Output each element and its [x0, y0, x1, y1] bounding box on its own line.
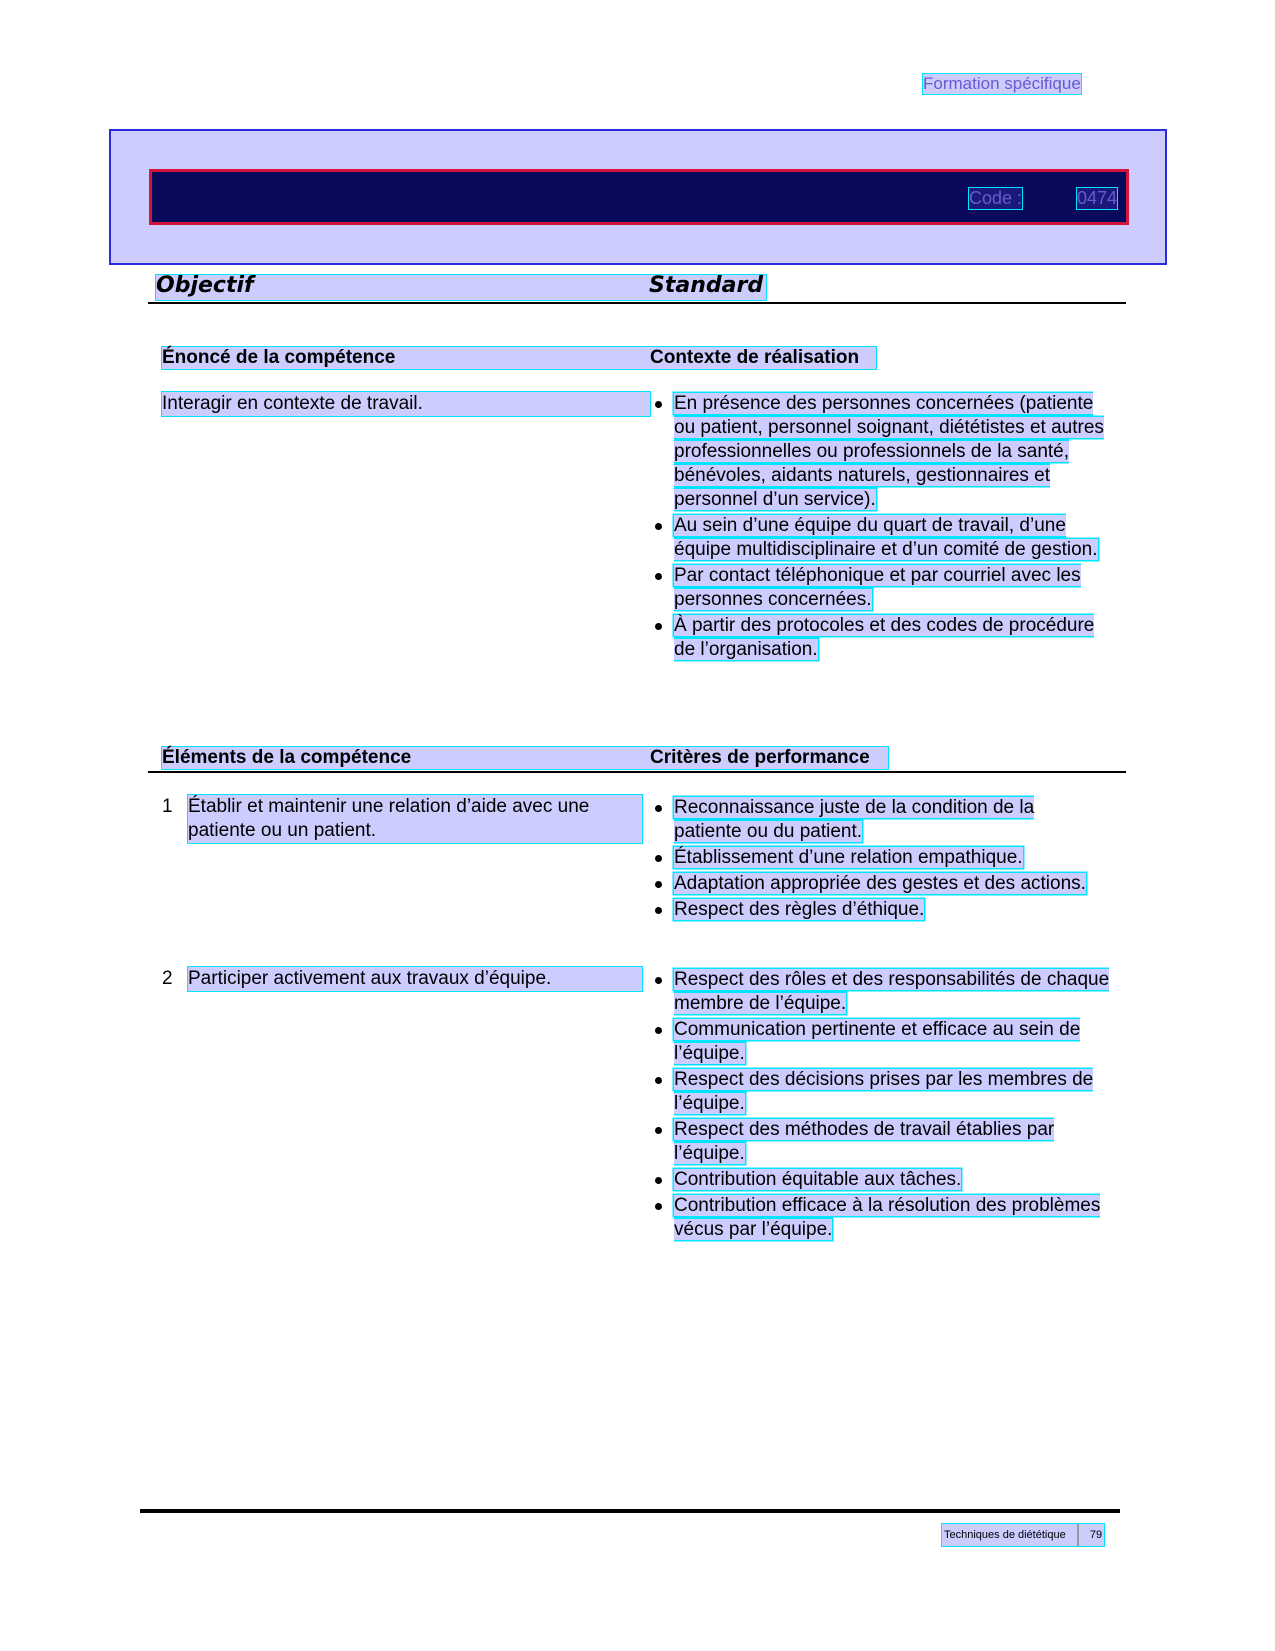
element-number: 1 — [162, 796, 173, 817]
footer-rule — [140, 1509, 1120, 1513]
contexte-item: À partir des protocoles et des codes de procédure de l’organisation. — [652, 614, 1112, 662]
contexte-item: Par contact téléphonique et par courriel avec les personnes concernées. — [652, 564, 1112, 612]
criteres-heading: Critères de performance — [650, 747, 870, 768]
criteria-list — [652, 796, 1092, 924]
criteria-item: Respect des règles d’éthique. — [652, 898, 1092, 922]
bullet-icon — [655, 1127, 662, 1134]
bullet-icon — [655, 881, 662, 888]
bullet-icon — [655, 907, 662, 914]
bullet-icon — [655, 1077, 662, 1084]
contexte-heading: Contexte de réalisation — [650, 347, 860, 368]
criteria-item: Respect des décisions prises par les membres de l’équipe. — [652, 1068, 1112, 1116]
bullet-icon — [655, 855, 662, 862]
contexte-item: Au sein d’une équipe du quart de travail, d’une équipe multidisciplinaire et d’un comité de gestion. — [652, 514, 1112, 562]
criteria-item: Reconnaissance juste de la condition de la patiente ou du patient. — [652, 796, 1092, 844]
criteria-item: Contribution efficace à la résolution des problèmes vécus par l’équipe. — [652, 1194, 1112, 1242]
element-number: 2 — [162, 968, 173, 989]
contexte-list — [652, 392, 1112, 664]
code-label: Code : — [969, 188, 1023, 208]
bullet-icon — [655, 623, 662, 630]
bullet-icon — [655, 1203, 662, 1210]
subheading-band-2 — [162, 747, 888, 769]
element-row — [162, 795, 642, 843]
elements-heading: Éléments de la compétence — [162, 747, 412, 768]
criteria-item: Communication pertinente et efficace au sein de l’équipe. — [652, 1018, 1112, 1066]
criteria-list — [652, 968, 1112, 1244]
bullet-icon — [655, 1177, 662, 1184]
enonce-heading: Énoncé de la compétence — [162, 347, 396, 368]
bullet-icon — [655, 573, 662, 580]
code-value: 0474 — [1077, 188, 1118, 208]
bullet-icon — [655, 523, 662, 530]
objectif-heading: Objectif — [156, 273, 254, 298]
element-text: Établir et maintenir une relation d’aide avec une patiente ou un patient. — [188, 795, 642, 843]
running-header: Formation spécifique — [923, 74, 1081, 93]
subheading-band-1 — [162, 347, 876, 369]
footer-divider — [1077, 1524, 1079, 1546]
column-headings — [156, 275, 766, 300]
contexte-item: En présence des personnes concernées (patiente ou patient, personnel soignant, diététistes et autres professionnelles ou professionnels de la santé, bénévoles, aidants naturels, gestionnaires et personnel d’un service). — [652, 392, 1112, 512]
criteria-item: Contribution équitable aux tâches. — [652, 1168, 1112, 1192]
footer-page: 79 — [1089, 1528, 1103, 1541]
code-bar — [149, 169, 1129, 225]
bullet-icon — [655, 977, 662, 984]
criteria-item: Établissement d’une relation empathique. — [652, 846, 1092, 870]
criteria-item: Adaptation appropriée des gestes et des actions. — [652, 872, 1092, 896]
footer-program: Techniques de diététique — [944, 1528, 1066, 1541]
bullet-icon — [655, 401, 662, 408]
elements-rule — [148, 771, 1126, 773]
heading-rule — [148, 302, 1126, 304]
element-row — [162, 967, 642, 991]
code-bar-frame — [109, 129, 1167, 265]
footer — [942, 1524, 1104, 1546]
bullet-icon — [655, 1027, 662, 1034]
criteria-item: Respect des rôles et des responsabilités de chaque membre de l’équipe. — [652, 968, 1112, 1016]
bullet-icon — [655, 805, 662, 812]
standard-heading: Standard — [649, 273, 764, 298]
element-text: Participer activement aux travaux d’équipe. — [188, 967, 642, 991]
enonce-text: Interagir en contexte de travail. — [162, 392, 650, 416]
criteria-item: Respect des méthodes de travail établies par l’équipe. — [652, 1118, 1112, 1166]
